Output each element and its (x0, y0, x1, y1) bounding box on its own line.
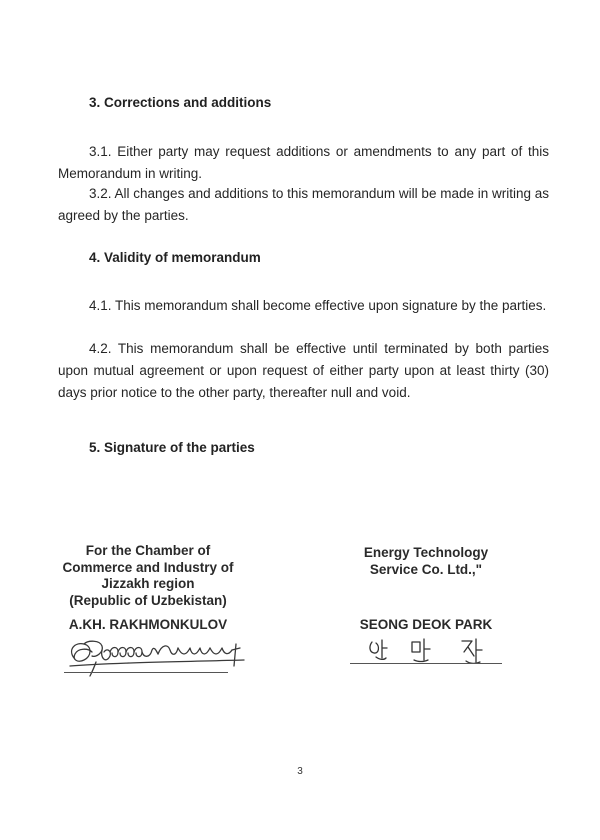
section-5-heading: 5. Signature of the parties (89, 440, 255, 455)
section-3-heading: 3. Corrections and additions (89, 95, 272, 110)
section-4-heading: 4. Validity of memorandum (89, 250, 261, 265)
left-org-line: Jizzakh region (101, 576, 195, 591)
left-org-line: (Republic of Uzbekistan) (69, 592, 227, 608)
clause-4-2: 4.2. This memorandum shall be effective until terminated by both parties upon mutual agreement or upon request of either party upon at least thirty (30) days prior notice to the other party, thereafter null and void. (58, 341, 549, 400)
right-org-line: Energy Technology (363, 545, 489, 560)
left-signatory-name: A.KH. RAKHMONKULOV (68, 617, 228, 632)
left-party-organization (38, 543, 258, 609)
right-signature-line (350, 663, 502, 664)
clause-3-2: 3.2. All changes and additions to this memorandum will be made in writing as agreed by the parties. (58, 186, 549, 223)
page-number: 3 (297, 766, 303, 777)
right-party-organization (336, 545, 516, 578)
left-org-line: For the Chamber of (85, 543, 211, 558)
right-org-line: Service Co. Ltd.," (369, 561, 483, 577)
left-signature-line (64, 672, 228, 673)
clause-3-1: 3.1. Either party may request additions or amendments to any part of this Memorandum in writing. (58, 144, 549, 181)
right-signatory-name: SEONG DEOK PARK (359, 617, 493, 632)
left-org-line: Commerce and Industry of (62, 559, 234, 575)
clause-4-1: 4.1. This memorandum shall become effective upon signature by the parties. (89, 298, 547, 313)
